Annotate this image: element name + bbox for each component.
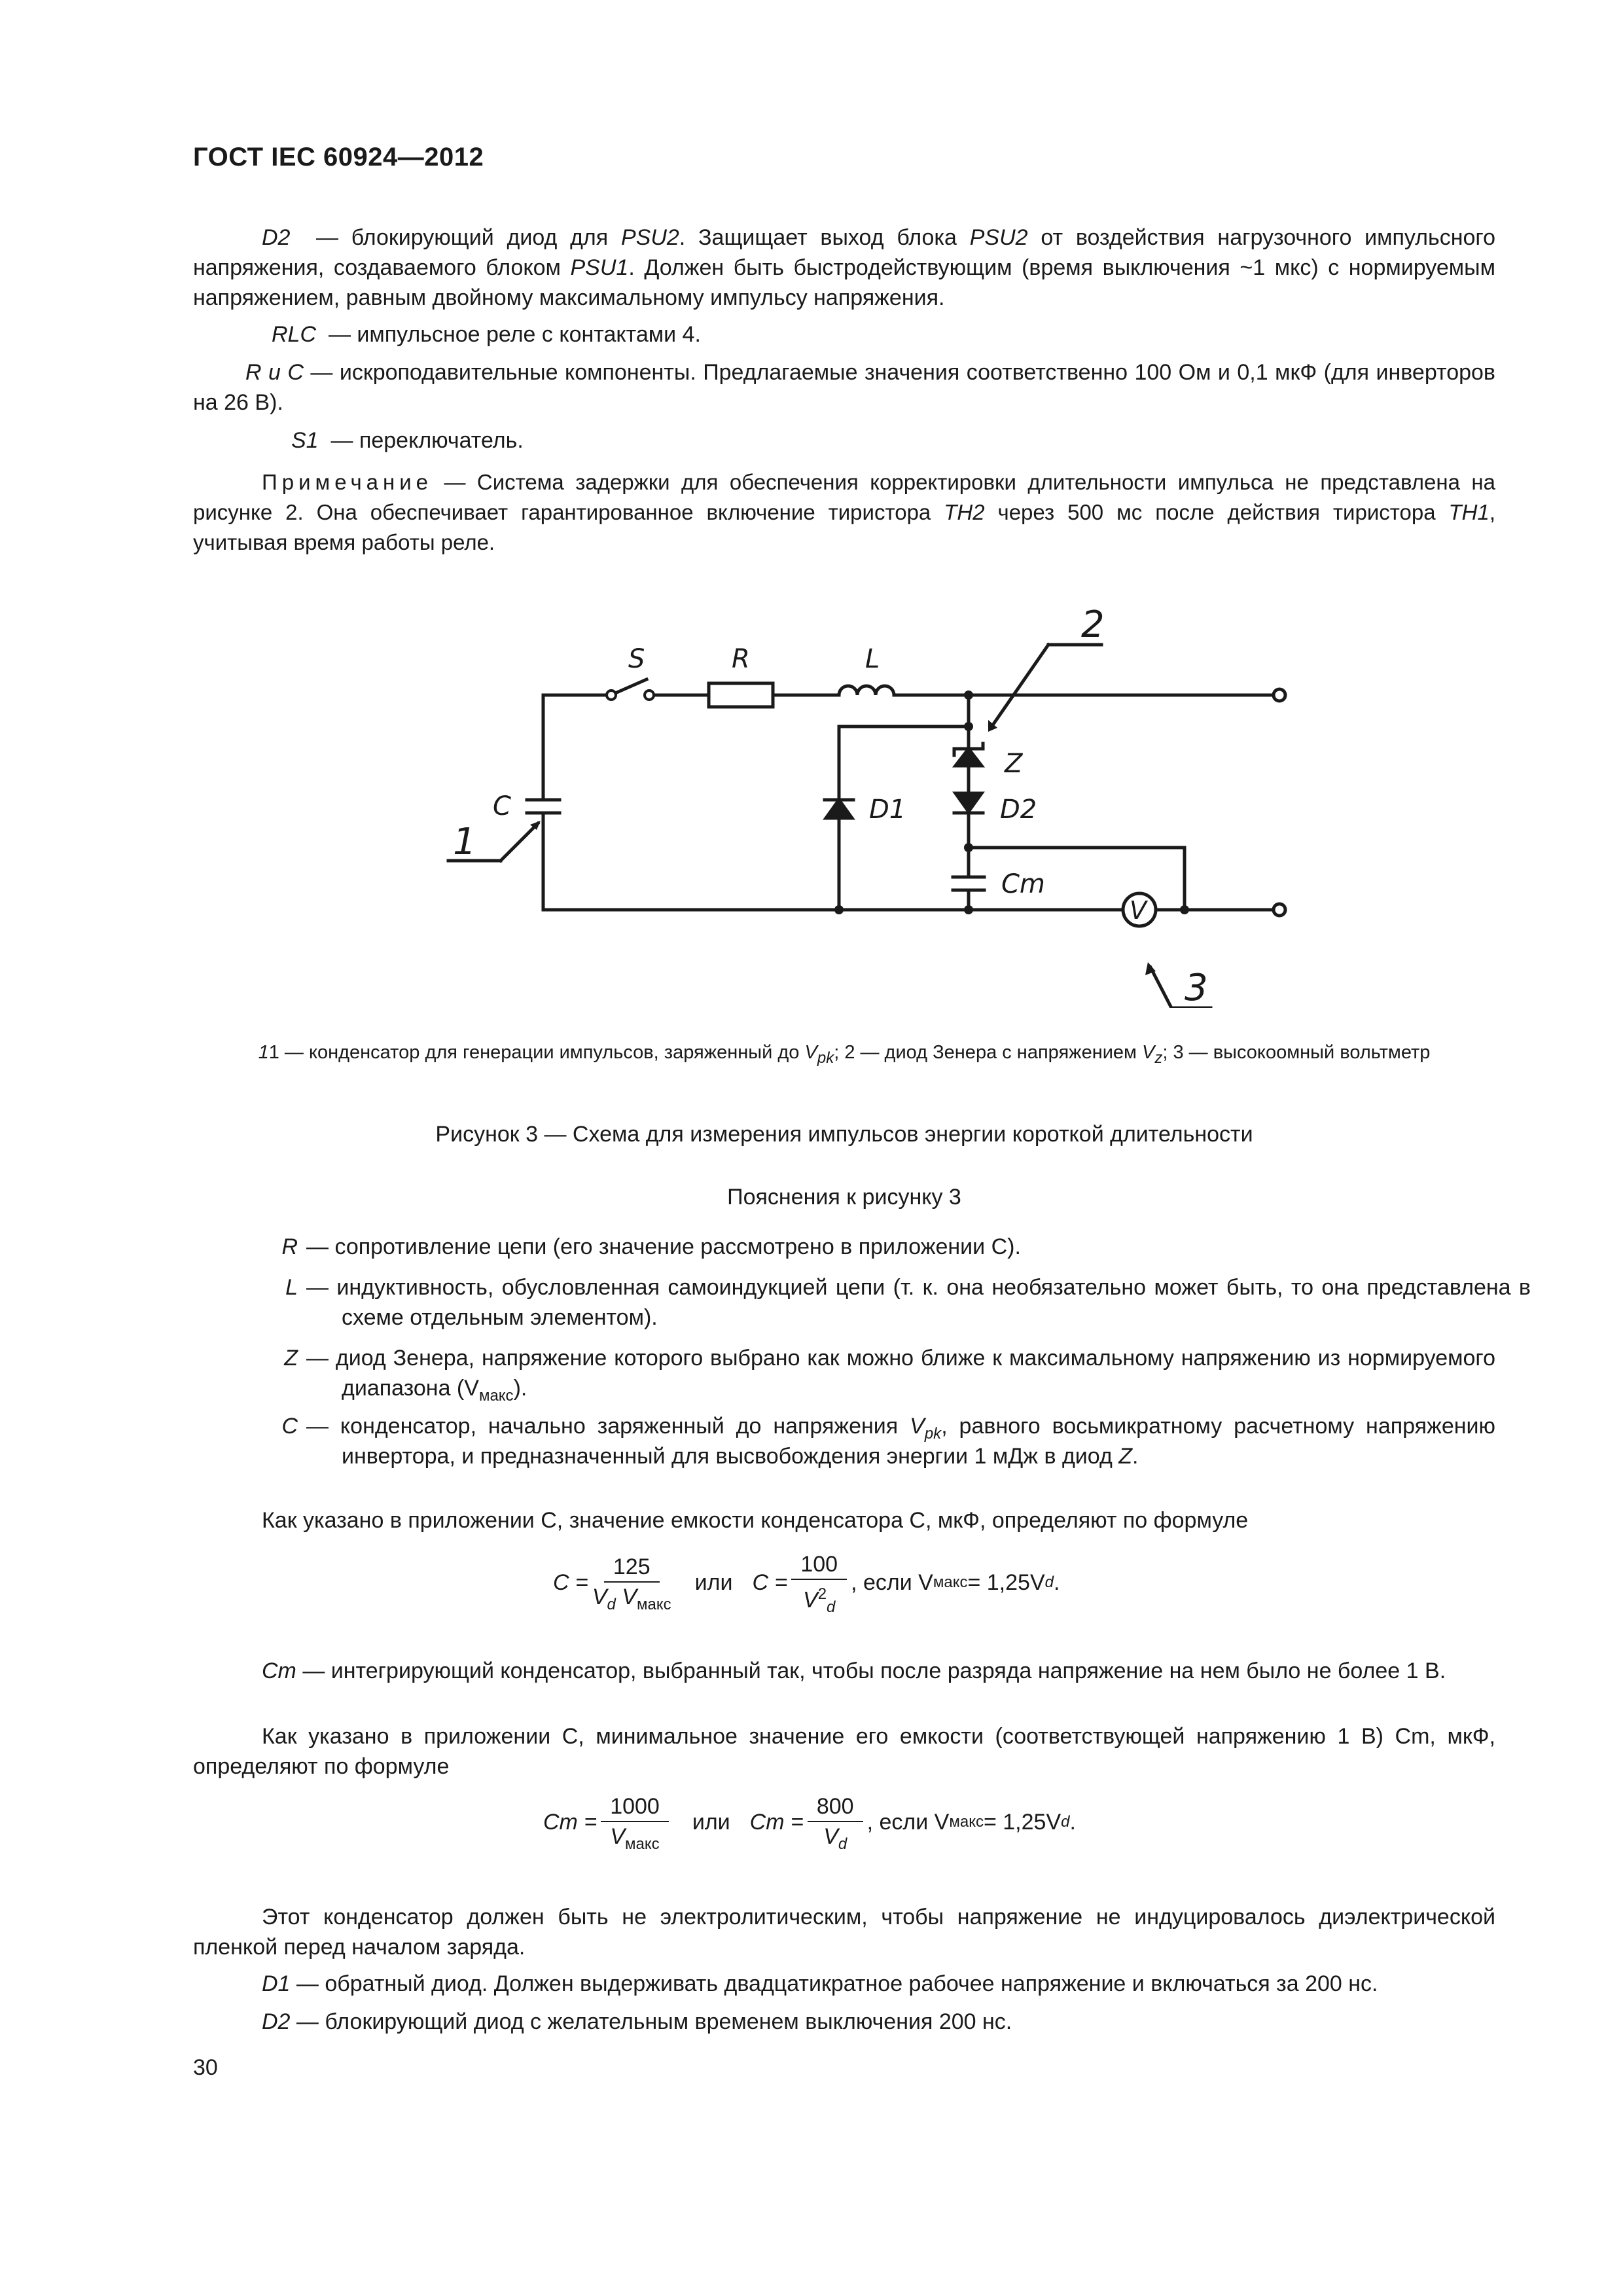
label-v: V [1130, 896, 1147, 925]
label-z: Z [1005, 749, 1023, 779]
document-header: ГОСТ IEC 60924—2012 [193, 143, 484, 171]
label-d2: D2 [1000, 795, 1037, 825]
circuit-diagram [393, 589, 1322, 1008]
rc-definition: R и C — искроподавительные компоненты. Предлагаемые значения соответственно 100 Ом и 0,1 мкФ (для инверторов на 26 В). [193, 360, 1495, 415]
def-c-sym: C [281, 1414, 298, 1439]
def-z-sym: Z [284, 1346, 298, 1371]
d2-definition-bottom: D2 — блокирующий диод с желательным временем выключения 200 нс. [262, 2009, 1012, 2034]
paragraph-cm: Как указано в приложении С, минимальное значение его емкости (соответствующей напряжению 1 В) Cm, мкФ, определяют по формуле [193, 1724, 1495, 1779]
d1-definition: D1 — обратный диод. Должен выдерживать двадцатикратное рабочее напряжение и включаться за 200 нс. [262, 1971, 1378, 1996]
page-number: 30 [193, 2055, 218, 2080]
def-r-sym: R [281, 1234, 298, 1259]
rlc-definition: RLC — импульсное реле с контактами 4. [272, 322, 701, 347]
paragraph-capacitance: Как указано в приложении С, значение емкости конденсатора С, мкФ, определяют по формуле [262, 1508, 1249, 1533]
callout-3: 3 [1185, 967, 1208, 1008]
explain-title: Пояснения к рисунку 3 [727, 1185, 961, 1210]
label-c: C [493, 791, 511, 821]
note-paragraph: Примечание — Система задержки для обеспечения корректировки длительности импульса не представлена на рисунке 2. Она обеспечивает гарантированное включение тиристора TH2 через 500 мс после действия тиристора TH1, учитывая время работы реле. [193, 470, 1496, 554]
label-l: L [865, 644, 880, 674]
label-d1: D1 [869, 795, 906, 825]
def-z: — диод Зенера, напряжение которого выбрано как можно ближе к максимальному напряжению из нормируемого диапазона $(V_{макс})$. [306, 1346, 1495, 1405]
callout-1: 1 [453, 821, 476, 863]
formula-1: C = $\frac{125}{V_d V_{макс}}$ или C = $\frac{100}{V^2_d}$ , если V макс = 1,25V d . [553, 1552, 1060, 1617]
s1-definition: S1 — переключатель. [291, 428, 524, 453]
formula-2: Cm = $\frac{1000}{V_{макс}}$ или Cm = $\frac{800}{V_d}$ , если V макс = 1,25V d . [543, 1794, 1076, 1853]
cm-definition: Cm — интегрирующий конденсатор, выбранный так, чтобы после разряда напряжение на нем было не более 1 В. [262, 1659, 1446, 1683]
d2-definition: D2 — блокирующий диод для PSU2. Защищает выход блока PSU2 от воздействия нагрузочного импульсного напряжения, создаваемого блоком PSU1. Должен быть быстродействующим (время выключения ~1 мкс) с нормируемым напряжением, равным двойному максимальному импульсу напряжения. [193, 225, 1495, 310]
label-s: S [628, 644, 645, 674]
label-r: R [732, 644, 750, 674]
callout-2: 2 [1081, 603, 1105, 646]
def-r: — сопротивление цепи (его значение рассмотрено в приложении С). [306, 1234, 1021, 1259]
def-l-sym: L [285, 1275, 298, 1300]
def-l: — индуктивность, обусловленная самоиндукцией цепи (т. к. она необязательно может быть, то она представлена в схеме отдельным элементом). [306, 1275, 1531, 1330]
label-cm: Cm [1001, 869, 1045, 899]
def-c: — конденсатор, начально заряженный до напряжения $V_{pk}$, равного восьмикратному расчетному напряжению инвертора, и предназначенный для высвобождения энергии 1 мДж в диод Z. [306, 1414, 1496, 1469]
paragraph-electrolytic: Этот конденсатор должен быть не электролитическим, чтобы напряжение не индуцировалось диэлектрической пленкой перед началом заряда. [193, 1905, 1495, 1960]
figure-legend: 11 — конденсатор для генерации импульсов, заряженный до $V_{pk}$; 2 — диод Зенера с напряжением $V_z$; 3 — высокоомный вольтметр [258, 1042, 1431, 1067]
figure-caption: Рисунок 3 — Схема для измерения импульсов энергии короткой длительности [435, 1122, 1253, 1147]
